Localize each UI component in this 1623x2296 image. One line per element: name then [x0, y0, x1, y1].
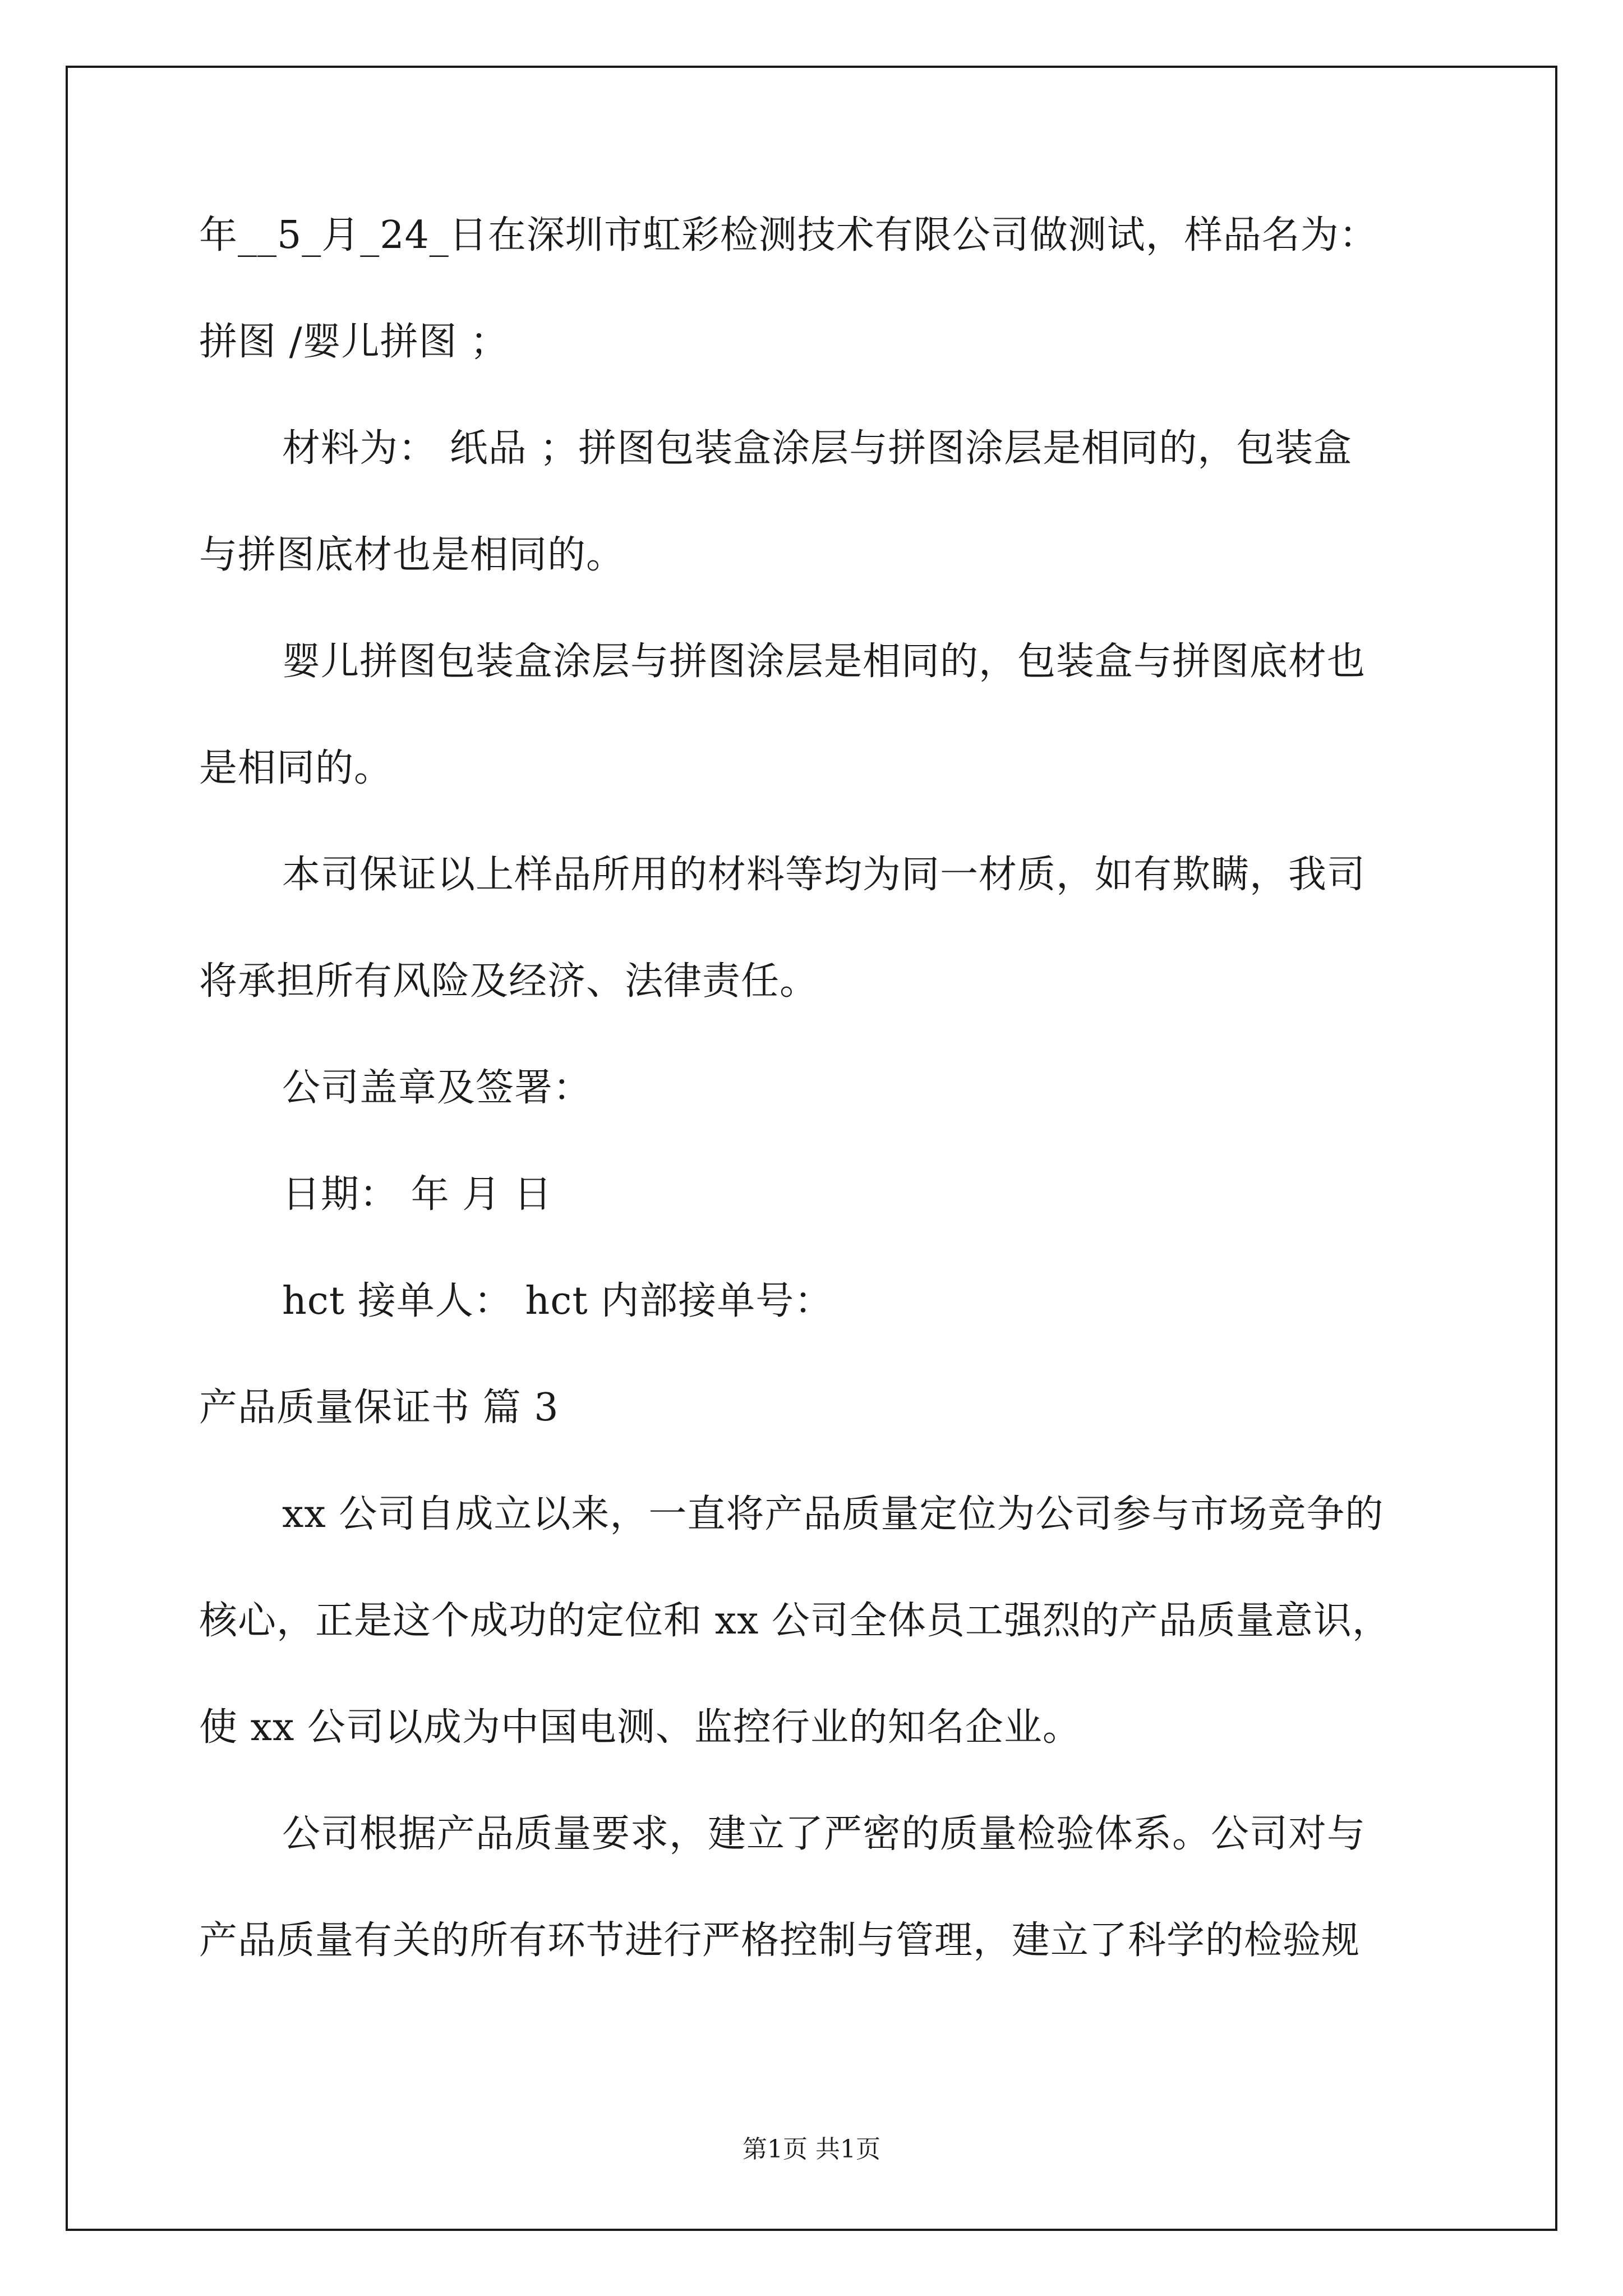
page-border	[66, 66, 1557, 2231]
text-line: 产品质量有关的所有环节进行严格控制与管理，建立了科学的检验规	[199, 1918, 1361, 1963]
text-line: 婴儿拼图包装盒涂层与拼图涂层是相同的，包装盒与拼图底材也	[282, 639, 1366, 684]
text-line: 材料为： 纸品 ；拼图包装盒涂层与拼图涂层是相同的，包装盒	[282, 426, 1353, 471]
text-line: 使 xx 公司以成为中国电测、监控行业的知名企业。	[199, 1705, 1081, 1750]
page-number-footer: 第1页 共1页	[743, 2135, 880, 2164]
section-heading: 产品质量保证书 篇 3	[199, 1386, 559, 1430]
text-line: 核心，正是这个成功的定位和 xx 公司全体员工强烈的产品质量意识，	[199, 1599, 1391, 1643]
text-line: hct 接单人： hct 内部接单号：	[282, 1279, 833, 1323]
text-line: 日期： 年 月 日	[282, 1172, 552, 1217]
text-line: 公司根据产品质量要求，建立了严密的质量检验体系。公司对与	[282, 1812, 1366, 1856]
text-line: xx 公司自成立以来，一直将产品质量定位为公司参与市场竞争的	[282, 1492, 1384, 1536]
text-line: 与拼图底材也是相同的。	[199, 533, 625, 577]
text-line: 将承担所有风险及经济、法律责任。	[199, 959, 819, 1004]
text-line: 拼图 /婴儿拼图 ；	[199, 320, 509, 364]
text-line: 本司保证以上样品所用的材料等均为同一材质，如有欺瞒，我司	[282, 853, 1366, 897]
text-line: 年__5_月_24_日在深圳市虹彩检测技术有限公司做测试，样品名为：	[199, 213, 1378, 257]
text-line: 是相同的。	[199, 746, 393, 790]
text-line: 公司盖章及签署：	[282, 1066, 592, 1110]
